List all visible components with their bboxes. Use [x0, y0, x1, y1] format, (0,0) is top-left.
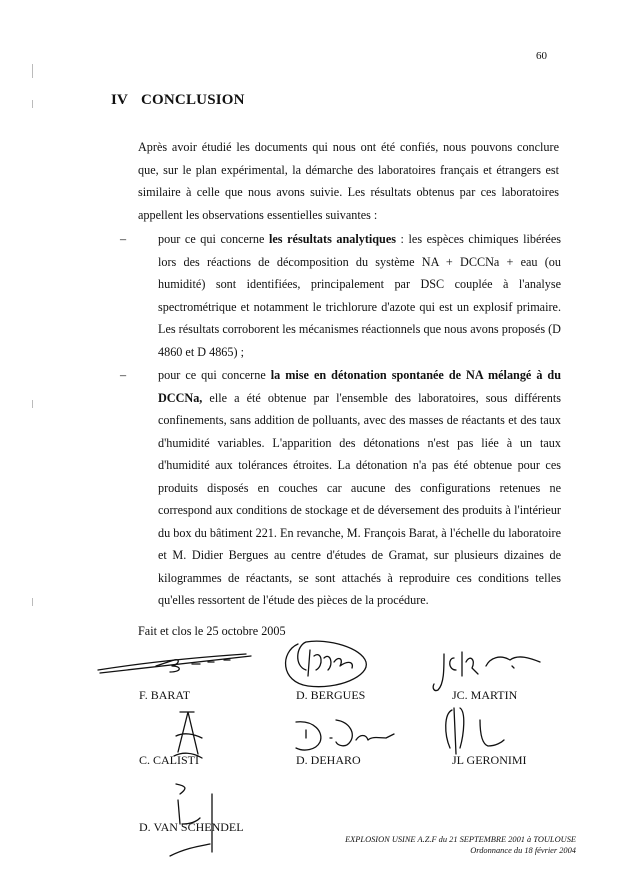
- bullet-body: elle a été obtenue par l'ensemble des laboratoires, sous différents confinements, sans addition de polluants, avec des masses de réactants et des taux d'humidité variables. L'apparition des détonations n'est pas liée à un taux d'humidité aux tolérances étroites. La détonation n'a pas été obtenue pour ces produits disposés en couches car aucune des configurations retenues ne correspond aux conditions de stockage et de déversement des produits à l'intérieur du box du bâtiment 221. En revanche, M. François Barat, à l'échelle du laboratoire et M. Didier Bergues au centre d'études de Gramat, sur plusieurs dizaines de kilogrammes de réactants, se sont attachés à reproduire ces conditions telles qu'elles ressortent de l'étude des pièces de la procédure.: [158, 390, 561, 607]
- section-title: CONCLUSION: [141, 92, 245, 108]
- signatory-calisti: C. CALISTI: [139, 753, 199, 767]
- bullet-item: [120, 228, 561, 363]
- page-number: 60: [536, 50, 547, 62]
- section-number: IV: [111, 92, 129, 108]
- bullet-text: [158, 364, 561, 612]
- scan-mark: [32, 64, 33, 78]
- bullet-dash: –: [120, 232, 127, 246]
- signatory-bergues: D. BERGUES: [296, 688, 366, 702]
- bullet-bold: la mise en détonation spontanée de NA mélangé à du DCCNa,: [158, 368, 561, 405]
- bullet-dash: –: [120, 368, 127, 382]
- bullet-prefix: pour ce qui concerne: [158, 232, 270, 246]
- closing-statement: Fait et clos le 25 octobre 2005: [138, 624, 286, 638]
- signature-deharo: [290, 716, 400, 756]
- bullet-text: [158, 228, 561, 363]
- section-heading: [111, 92, 245, 109]
- bullet-prefix: pour ce qui concerne: [158, 368, 271, 382]
- signature-van-schendel: [166, 778, 226, 858]
- intro-paragraph: Après avoir étudié les documents qui nous ont été confiés, nous pouvons conclure que, sur le plan expérimental, la démarche des laboratoires français et étrangers est similaire à celle que nous avons suivie. Les résultats obtenus par ces laboratoires appellent les observations essentielles suivantes :: [138, 140, 559, 222]
- signature-martin: [430, 640, 550, 694]
- scan-mark: [32, 598, 33, 606]
- footer: [345, 834, 576, 856]
- signatory-deharo: D. DEHARO: [296, 753, 361, 767]
- signature-bergues: [278, 636, 378, 692]
- bullet-body: : les espèces chimiques libérées lors des réactions de décomposition du système NA + DCCNa + eau (ou humidité) sont identifiées, principalement par DSC couplée à l'analyse spectrométrique et notamment le trichlorure d'azote qui est un explosif primaire. Les résultats corroborent les mécanismes réactionnels que nous avons proposés (D 4860 et D 4865) ;: [158, 232, 561, 359]
- bullet-bold: les résultats analytiques: [269, 232, 396, 246]
- scan-mark: [32, 400, 33, 408]
- footer-ordinance: Ordonnance du 18 février 2004: [470, 846, 576, 855]
- footer-case: EXPLOSION USINE A.Z.F du 21 SEPTEMBRE 2001 à TOULOUSE: [345, 835, 576, 844]
- scan-mark: [32, 100, 33, 108]
- signatory-geronimi: JL GERONIMI: [452, 753, 527, 767]
- signature-barat: [96, 648, 256, 678]
- signature-geronimi: [440, 704, 510, 760]
- bullet-item: [120, 364, 561, 612]
- signatory-martin: JC. MARTIN: [452, 688, 518, 702]
- signatory-van-schendel: D. VAN SCHENDEL: [139, 820, 244, 834]
- signatory-barat: F. BARAT: [139, 688, 191, 702]
